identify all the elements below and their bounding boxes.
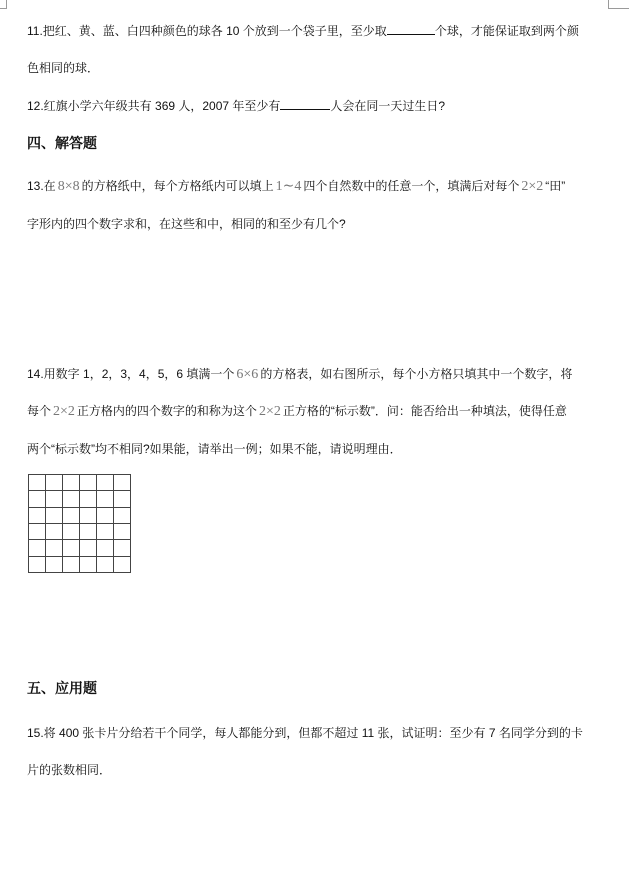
question-14-text-d: 正方格内的四个数字的和称为这个 [76, 404, 257, 418]
question-13-text-d: “田” [545, 179, 566, 193]
question-13-text-c: 四个自然数中的任意一个，填满后对每个 [303, 179, 520, 193]
question-11-text-before-blank: 11.把红、黄、蓝、白四种颜色的球各 10 个放到一个袋子里，至少取 [27, 24, 387, 38]
question-11-text-after-blank: 个球，才能保证取到两个颜 [434, 24, 579, 38]
math-1-to-4: 1∼4 [275, 179, 302, 194]
answer-blank-12[interactable] [280, 98, 330, 110]
question-13-line-2: 字形内的四个数字求和，在这些和中，相同的和至少有几个? [27, 217, 346, 231]
section-heading-5: 五、应用题 [27, 680, 97, 696]
question-14-text-a: 14.用数字 1，2，3，4，5，6 填满一个 [27, 367, 235, 381]
question-13-text-a: 13.在 [27, 179, 56, 193]
question-15-line-1: 15.将 400 张卡片分给若干个同学，每人都能分到，但都不超过 11 张，试证明：至少有 7 名同学分到的卡 [27, 726, 583, 740]
question-13-text-b: 的方格纸中，每个方格纸内可以填上 [81, 179, 274, 193]
question-15-line-2: 片的张数相同． [27, 763, 112, 777]
math-6x6: 6×6 [236, 367, 259, 382]
question-11-line-1 [27, 23, 579, 39]
question-14-line-1 [27, 366, 572, 383]
question-14-text-c: 每个 [27, 404, 52, 418]
question-14-text-b: 的方格表，如右图所示，每个小方格只填其中一个数字，将 [260, 367, 573, 381]
question-14-line-3: 两个“标示数”均不相同?如果能，请举出一例；如果不能，请说明理由． [27, 442, 402, 456]
math-2x2: 2×2 [521, 179, 544, 194]
question-11-line-2: 色相同的球． [27, 61, 100, 75]
corner-mark-right-horizontal [608, 8, 629, 9]
question-14-text-e: 正方格的“标示数”．问：能否给出一种填法，使得任意 [282, 404, 567, 418]
question-12-text-before-blank: 12.红旗小学六年级共有 369 人，2007 年至少有 [27, 99, 281, 113]
answer-blank-11[interactable] [387, 23, 435, 35]
math-2x2-first: 2×2 [53, 404, 75, 419]
math-2x2-second: 2×2 [258, 404, 281, 419]
question-12 [27, 98, 445, 114]
section-heading-4: 四、解答题 [27, 135, 97, 151]
six-by-six-grid-figure [28, 474, 131, 573]
question-12-text-after-blank: 人会在同一天过生日? [330, 99, 446, 113]
question-13-line-1 [27, 178, 565, 195]
question-14-line-2 [27, 403, 567, 420]
corner-mark-left-horizontal [0, 8, 7, 9]
math-8x8: 8×8 [57, 179, 80, 194]
